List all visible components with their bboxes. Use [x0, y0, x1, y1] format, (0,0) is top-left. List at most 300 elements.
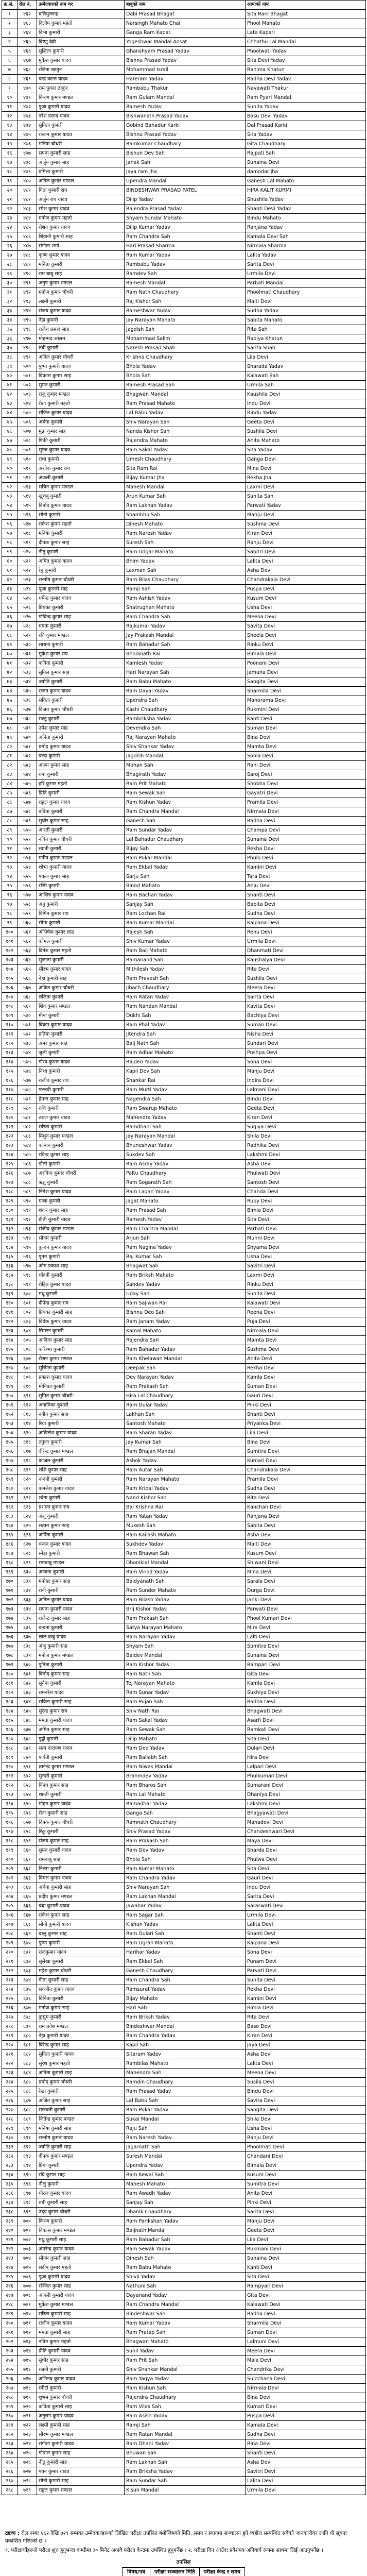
candidate-name-cell: ममता कुमारी [37, 622, 125, 631]
mother-name-cell: Kanchan Devi [246, 1503, 366, 1512]
roll-number-cell: ५०४ [18, 399, 37, 409]
mother-name-cell: Phool Kumari Devi [246, 1614, 366, 1623]
serial-cell: १६८ [2, 1558, 18, 1568]
table-row [2, 1382, 366, 1392]
roll-number-cell: ५१३ [18, 483, 37, 492]
table-row [2, 1540, 366, 1549]
roll-number-cell: ६३३ [18, 1596, 37, 1605]
serial-cell: ११३ [2, 1048, 18, 1058]
roll-number-cell: ६३७ [18, 1633, 37, 1642]
roll-number-cell: ६६९ [18, 1929, 37, 1939]
table-row [2, 399, 366, 409]
roll-number-cell: ६७८ [18, 2013, 37, 2022]
roll-number-cell: ५३५ [18, 687, 37, 696]
candidate-name-cell: सुनिल कुमार साह [37, 668, 125, 677]
roll-number-cell: ४९९ [18, 353, 37, 362]
serial-cell: १०५ [2, 974, 18, 984]
serial-cell: ६८ [2, 631, 18, 640]
candidate-name-cell: उमेश कुमार साह [37, 724, 125, 733]
roll-number-cell: ५१८ [18, 529, 37, 538]
serial-cell: २४६ [2, 2282, 18, 2291]
roll-number-cell: ५४९ [18, 817, 37, 826]
father-name-cell: Deepak Sah [125, 1364, 246, 1373]
serial-cell: १४३ [2, 1327, 18, 1336]
table-row [2, 195, 366, 205]
father-name-cell: Bishnu Deo Sah [125, 1308, 246, 1317]
serial-cell: २२५ [2, 2087, 18, 2096]
candidate-name-cell: पिंकी कुमारी [37, 436, 125, 446]
candidate-name-cell: कञ्चन कुमारी [37, 1141, 125, 1150]
candidate-name-cell: महेश कुमार चौधरी [37, 1967, 125, 1976]
roll-number-cell: ४७३ [18, 112, 37, 121]
serial-cell: ४२ [2, 390, 18, 399]
candidate-name-cell: अर्जुन राय यादव [37, 195, 125, 205]
table-row [2, 1401, 366, 1410]
serial-cell: १५८ [2, 1466, 18, 1475]
father-name-cell: Ram Phal Yadav [125, 1021, 246, 1030]
roll-number-cell: ६७६ [18, 1994, 37, 2004]
father-name-cell: Ram Bahadur Sah [125, 640, 246, 650]
roll-number-cell: ७०१ [18, 2226, 37, 2235]
roll-number-cell: ६९६ [18, 2180, 37, 2189]
father-name-cell: Ram Dayal Yadav [125, 687, 246, 696]
father-name-cell: Ram Yatan Yadav [125, 1512, 246, 1521]
table-row [2, 993, 366, 1002]
candidate-name-cell: गिता कुमारी राय [37, 186, 125, 195]
mother-name-cell: Sunaina Devi [246, 2254, 366, 2263]
father-name-cell: Ram Sogarath Sah [125, 1178, 246, 1188]
father-name-cell: Ram Chandra Mandal [125, 2300, 246, 2310]
serial-cell: १४६ [2, 1354, 18, 1364]
candidate-name-cell: अन्जना कुमारी [37, 1568, 125, 1577]
table-row [2, 297, 366, 307]
roll-number-cell: ५६० [18, 919, 37, 928]
mother-name-cell: Sushma Devi [246, 1345, 366, 1354]
table-row [2, 186, 366, 195]
table-row [2, 2041, 366, 2050]
father-name-cell: Ram Chandra Sah [125, 232, 246, 242]
candidate-name-cell: सपना कुमारी यादव [37, 1605, 125, 1614]
serial-cell: २४९ [2, 2310, 18, 2319]
father-name-cell: Laxman Sah [125, 566, 246, 575]
mother-name-cell: Kalawati Devi [246, 1299, 366, 1308]
father-name-cell: Shiv Shankar Yadav [125, 742, 246, 752]
table-row [2, 464, 366, 473]
roll-number-cell: ६६६ [18, 1902, 37, 1911]
serial-cell: २४० [2, 2226, 18, 2235]
notes-section [5, 2530, 362, 2576]
table-row [2, 835, 366, 844]
roll-number-cell: ४९७ [18, 334, 37, 344]
candidate-name-cell: किरण कुमारी [37, 2217, 125, 2226]
mother-name-cell: Asha Devi [246, 566, 366, 575]
serial-cell: ११५ [2, 1067, 18, 1076]
candidate-name-cell: चाँदनी कुमारी [37, 1271, 125, 1280]
mother-name-cell: Rina Devi [246, 2439, 366, 2449]
mother-name-cell: Sita Rani Bhagat [246, 10, 366, 19]
mother-name-cell: Parvati Devi [246, 1967, 366, 1976]
mother-name-cell: Kamala Devi Sah [246, 232, 366, 242]
mother-name-cell: Sona Devi [246, 1948, 366, 1957]
roll-number-cell: ५२५ [18, 594, 37, 603]
roll-number-cell: ६५५ [18, 1800, 37, 1809]
table-row [2, 1790, 366, 1800]
roll-number-cell: ७१६ [18, 2365, 37, 2375]
mother-name-cell: Savita Devi [246, 622, 366, 631]
header-roll-no: रोल नं. [18, 1, 37, 10]
candidate-name-cell: अनुप कुमार मण्डल [37, 279, 125, 288]
serial-cell: ४५ [2, 418, 18, 427]
roll-number-cell: ६६० [18, 1846, 37, 1855]
table-row [2, 1354, 366, 1364]
serial-cell: ७ [2, 65, 18, 75]
mother-name-cell: Bindu Mahato [246, 214, 366, 223]
father-name-cell: Raj Narayan Mahato [125, 733, 246, 742]
roll-number-cell: ६२० [18, 1475, 37, 1484]
candidate-name-cell: मनोहर कुमार साह [37, 1577, 125, 1586]
father-name-cell: Rameshwar Yadav [125, 307, 246, 316]
roll-number-cell: ४६४ [18, 28, 37, 38]
father-name-cell: Harihar Yadav [125, 1948, 246, 1957]
serial-cell: १५९ [2, 1475, 18, 1484]
candidate-name-cell: सुष्मिता कुमारी [37, 1364, 125, 1373]
serial-cell: २६६ [2, 2467, 18, 2477]
roll-number-cell: ५५८ [18, 900, 37, 909]
father-name-cell: Ram Ballabh Sah [125, 1753, 246, 1762]
serial-cell: १४४ [2, 1336, 18, 1345]
serial-cell: २०३ [2, 1883, 18, 1892]
serial-cell: ७५ [2, 696, 18, 705]
serial-cell: २३८ [2, 2208, 18, 2217]
serial-cell: १६३ [2, 1512, 18, 1521]
table-row [2, 1290, 366, 1299]
serial-cell: २० [2, 186, 18, 195]
serial-cell: २६७ [2, 2477, 18, 2486]
serial-cell: २३७ [2, 2198, 18, 2208]
mother-name-cell: Maya Devi [246, 1837, 366, 1846]
table-row [2, 1336, 366, 1345]
mother-name-cell: Lila Devi [246, 1429, 366, 1438]
table-row [2, 473, 366, 483]
serial-cell: १२३ [2, 1141, 18, 1150]
father-name-cell: Ram Briksha Yadav [125, 2467, 246, 2477]
mother-name-cell: Phoolwati Yadav [246, 47, 366, 56]
candidate-name-cell: अनु कुमारी [37, 900, 125, 909]
table-row [2, 1716, 366, 1725]
candidate-name-cell: रौशन कुमार मण्डल [37, 1354, 125, 1364]
roll-number-cell: ४८७ [18, 242, 37, 251]
serial-cell: १७९ [2, 1660, 18, 1670]
roll-number-cell: ६६८ [18, 1920, 37, 1929]
mother-name-cell: Bindu Yadav [246, 409, 366, 418]
serial-cell: १५६ [2, 1447, 18, 1456]
mother-name-cell: Mala Devi [246, 2356, 366, 2365]
candidate-name-cell: माला कुमारी [37, 1197, 125, 1206]
roll-number-cell: ६९९ [18, 2208, 37, 2217]
roll-number-cell: ४९४ [18, 307, 37, 316]
mother-name-cell: Pushpa Devi [246, 1048, 366, 1058]
serial-cell: १८९ [2, 1753, 18, 1762]
roll-number-cell: ६२४ [18, 1512, 37, 1521]
table-row [2, 1957, 366, 1967]
roll-number-cell: ६७९ [18, 2022, 37, 2031]
table-row [2, 28, 366, 38]
father-name-cell: Baij Nath Sah [125, 1039, 246, 1048]
father-name-cell: Umesh Chaudhary [125, 455, 246, 464]
table-row [2, 65, 366, 75]
father-name-cell: Sanjay Sah [125, 2198, 246, 2208]
roll-number-cell: ६२७ [18, 1540, 37, 1549]
table-row [2, 1206, 366, 1215]
mother-name-cell: Jamuna Devi [246, 668, 366, 677]
roll-number-cell: ७२४ [18, 2439, 37, 2449]
mother-name-cell: Radhika Devi [246, 1141, 366, 1150]
mother-name-cell: Ram Pyari Mandal [246, 93, 366, 103]
candidate-name-cell: अमर कुमार साह [37, 1039, 125, 1048]
father-name-cell: Mahesh Mandal [125, 483, 246, 492]
mother-name-cell: Sumitra Devi [246, 1642, 366, 1651]
roll-number-cell: ५६६ [18, 974, 37, 984]
candidate-name-cell: विजय कुमार चौधरी [37, 705, 125, 715]
table-row [2, 1883, 366, 1892]
father-name-cell: Sitaram Yadav [125, 2050, 246, 2059]
mother-name-cell: Sita Yadav [246, 446, 366, 455]
mother-name-cell: Gayatri Devi [246, 789, 366, 798]
serial-cell: १०१ [2, 937, 18, 946]
serial-cell: ५२ [2, 483, 18, 492]
roll-number-cell: ५०९ [18, 446, 37, 455]
mother-name-cell: Suman Devi [246, 1382, 366, 1392]
serial-cell: १५२ [2, 1410, 18, 1419]
mother-name-cell: Bimla Devi [246, 1206, 366, 1215]
mother-name-cell: Bindu Devi [246, 1095, 366, 1104]
father-name-cell: Santosh Mahato [125, 1419, 246, 1429]
serial-cell: ८६ [2, 798, 18, 807]
roll-number-cell: ५६४ [18, 956, 37, 965]
candidate-name-cell: सुमन कुमारी यादव [37, 1846, 125, 1855]
candidate-name-cell: प्रमोद कुमार चौधरी [37, 2078, 125, 2087]
table-row [2, 1169, 366, 1178]
roll-number-cell: ५१२ [18, 473, 37, 483]
father-name-cell: Bal Krishna Rai [125, 1503, 246, 1512]
roll-number-cell: ६५४ [18, 1790, 37, 1800]
candidate-name-cell: उदय कुमार चौधरी [37, 2208, 125, 2217]
roll-number-cell: ५७३ [18, 1039, 37, 1048]
roll-number-cell: ५७२ [18, 1030, 37, 1039]
serial-cell: ८३ [2, 770, 18, 779]
table-row [2, 362, 366, 371]
father-name-cell: Ram Kumar Yadav [125, 251, 246, 260]
serial-cell: २०९ [2, 1939, 18, 1948]
candidate-name-cell: प्रियंका कुमारी साह [37, 1308, 125, 1317]
serial-cell: २४ [2, 223, 18, 232]
candidate-name-cell: अनिल कुमार यादव [37, 1596, 125, 1605]
serial-cell: २१० [2, 1948, 18, 1957]
table-row [2, 1123, 366, 1132]
serial-cell: १३४ [2, 1243, 18, 1252]
father-name-cell: Shatrughan Mahato [125, 603, 246, 613]
serial-cell: २०१ [2, 1865, 18, 1874]
mother-name-cell: Gita Devi [246, 1670, 366, 1679]
roll-number-cell: ५१४ [18, 492, 37, 501]
candidate-name-cell: मनिता कुमारी [37, 260, 125, 269]
table-row [2, 2282, 366, 2291]
mother-name-cell: Kiran Devi [246, 2031, 366, 2041]
serial-cell: २३४ [2, 2171, 18, 2180]
table-row [2, 1688, 366, 1698]
father-name-cell: Ram Ugrah Mahato [125, 1939, 246, 1948]
roll-number-cell: ५५६ [18, 882, 37, 891]
mother-name-cell: Rita Sah [246, 325, 366, 334]
roll-number-cell: ७२५ [18, 2449, 37, 2458]
serial-cell: २३ [2, 214, 18, 223]
table-row [2, 1188, 366, 1197]
table-row [2, 1531, 366, 1540]
roll-number-cell: ६२२ [18, 1494, 37, 1503]
father-name-cell: Hira Lal Chaudhary [125, 1392, 246, 1401]
table-row [2, 613, 366, 622]
roll-number-cell: ६९३ [18, 2152, 37, 2161]
mother-name-cell: Mamta Devi [246, 742, 366, 752]
table-row [2, 242, 366, 251]
candidate-name-cell: मीना कुमारी [37, 1011, 125, 1021]
table-row [2, 2263, 366, 2273]
serial-cell: १५३ [2, 1419, 18, 1429]
serial-cell: ११२ [2, 1039, 18, 1048]
roll-number-cell: ५१० [18, 455, 37, 464]
table-row [2, 585, 366, 594]
father-name-cell: Dinesh Sah [125, 2254, 246, 2263]
father-name-cell: Ram Prasad Sah [125, 1206, 246, 1215]
candidate-name-cell: दिलीप कुमार महतो [37, 19, 125, 28]
father-name-cell: Ram Nandan Mandal [125, 1002, 246, 1011]
father-name-cell: Sukai Mandal [125, 2115, 246, 2124]
roll-number-cell: ४८९ [18, 260, 37, 269]
serial-cell: ९२ [2, 854, 18, 863]
table-row [2, 1818, 366, 1827]
father-name-cell: Ram Vinod Yadav [125, 1568, 246, 1577]
roll-number-cell: ६०३ [18, 1317, 37, 1327]
roll-number-cell: ६६१ [18, 1855, 37, 1865]
roll-number-cell: ६७० [18, 1939, 37, 1948]
father-name-cell: Mohammad Salim [125, 334, 246, 344]
serial-cell: २४१ [2, 2235, 18, 2245]
serial-cell: ६६ [2, 613, 18, 622]
father-name-cell: Satya Narayan Mahato [125, 1623, 246, 1633]
roll-number-cell: ५५४ [18, 863, 37, 872]
serial-cell: ११ [2, 103, 18, 112]
mother-name-cell: Mina Devi [246, 1568, 366, 1577]
candidate-name-cell: संजय कुमार साह [37, 1837, 125, 1846]
roll-number-cell: ५३१ [18, 650, 37, 659]
table-row [2, 1948, 366, 1957]
mother-name-cell: Suman Devi [246, 1021, 366, 1030]
mother-name-cell: Ramkali Devi [246, 1725, 366, 1735]
candidate-name-cell: सोनी कुमारी [37, 511, 125, 520]
candidate-name-cell: सञ्जीत कुमार यादव [37, 1985, 125, 1994]
serial-cell: २१३ [2, 1976, 18, 1985]
candidate-name-cell: राजन कुमार यादव [37, 687, 125, 696]
roll-number-cell: ६८७ [18, 2096, 37, 2106]
roll-number-cell: ५२८ [18, 622, 37, 631]
candidate-name-cell: सरस्वती कुमारी [37, 2106, 125, 2115]
serial-cell: ७१ [2, 659, 18, 668]
candidate-name-cell: नवीन कुमार साह [37, 1410, 125, 1419]
table-row [2, 251, 366, 260]
roll-number-cell: ७२८ [18, 2477, 37, 2486]
roll-number-cell: ६९४ [18, 2161, 37, 2171]
father-name-cell: Bhola Yadav [125, 362, 246, 371]
candidate-name-cell: लक्ष्मी कुमारी [37, 297, 125, 307]
serial-cell: १३२ [2, 1225, 18, 1234]
table-row [2, 492, 366, 501]
table-row [2, 2300, 366, 2310]
roll-number-cell: ७०६ [18, 2273, 37, 2282]
mother-name-cell: Sunita Yadav [246, 103, 366, 112]
roll-number-cell: ६०८ [18, 1364, 37, 1373]
candidate-name-cell: किरण कुमार मण्डल [37, 93, 125, 103]
serial-cell: १६७ [2, 1549, 18, 1558]
father-name-cell: Ram Prasad Yadav [125, 2087, 246, 2096]
father-name-cell: Ram Lakhan Mandal [125, 1892, 246, 1902]
father-name-cell: Ram Pukar Yadav [125, 2106, 246, 2115]
mother-name-cell: Rekha Devi [246, 844, 366, 854]
mother-name-cell: Gita Chaudhary [246, 140, 366, 149]
roll-number-cell: ४९५ [18, 316, 37, 325]
table-row [2, 1577, 366, 1586]
table-row [2, 1011, 366, 1021]
serial-cell: ५८ [2, 538, 18, 548]
candidate-name-cell: संगीता शर्मा [37, 242, 125, 251]
table-row [2, 381, 366, 390]
father-name-cell: Dhanik Chaudhary [125, 2208, 246, 2217]
mother-name-cell: Bimala Devi [246, 2161, 366, 2171]
table-row [2, 2022, 366, 2031]
candidate-name-cell: सत्य नारायण यादव [37, 1744, 125, 1753]
father-name-cell: Jagarnath Sah [125, 2143, 246, 2152]
father-name-cell: Jay Prakash Mandal [125, 631, 246, 640]
table-row [2, 854, 366, 863]
roll-number-cell: ६७१ [18, 1948, 37, 1957]
roll-number-cell: ७०९ [18, 2300, 37, 2310]
roll-number-cell: ५६८ [18, 993, 37, 1002]
table-row [2, 2031, 366, 2041]
candidate-name-cell: मधु कुमारी साह [37, 2235, 125, 2245]
roll-number-cell: ४८५ [18, 223, 37, 232]
table-row [2, 325, 366, 334]
table-row [2, 2180, 366, 2189]
father-name-cell: Upendra Yadav [125, 2161, 246, 2171]
father-name-cell: Rajdeo Yadav [125, 1058, 246, 1067]
serial-cell: २२४ [2, 2078, 18, 2087]
serial-cell: १७७ [2, 1642, 18, 1651]
table-row [2, 19, 366, 28]
table-row [2, 1521, 366, 1531]
candidate-name-cell: राम बाबु साह [37, 269, 125, 279]
mother-name-cell: Dulari Devi [246, 1744, 366, 1753]
father-name-cell: Brij Kishor Yadav [125, 1605, 246, 1614]
roll-number-cell: ६३४ [18, 1605, 37, 1614]
mother-name-cell: Chhathu Lal Mandal [246, 38, 366, 47]
father-name-cell: Baijnath Mandal [125, 2226, 246, 2235]
table-row [2, 1772, 366, 1781]
serial-cell: १२६ [2, 1169, 18, 1178]
table-row [2, 798, 366, 807]
father-name-cell: Bholanath Rai [125, 650, 246, 659]
serial-cell: २५३ [2, 2347, 18, 2356]
mother-name-cell: Asha Devi [246, 2458, 366, 2467]
serial-cell: २३९ [2, 2217, 18, 2226]
